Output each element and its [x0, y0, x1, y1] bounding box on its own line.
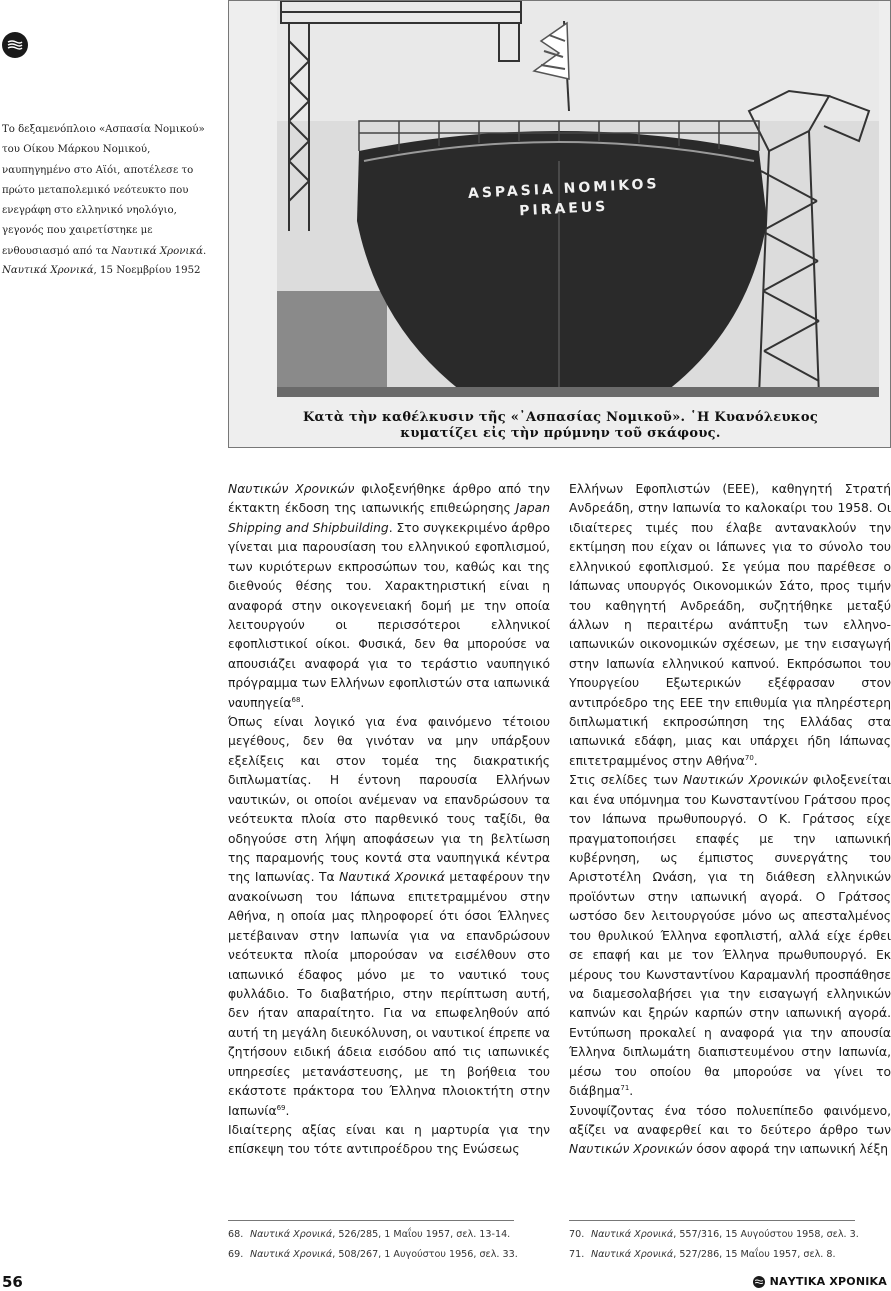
paragraph: Συνοψίζοντας ένα τόσο πολυεπίπεδο φαινόμενο, αξίζει να αναφερθεί και το δεύτερο άρθρο των Ναυτικών Χρονικών όσον αφορά την ιαπωνική λέξη: [569, 1103, 891, 1157]
footnote-divider: [228, 1220, 514, 1221]
footnote-68: 68. Ναυτικά Χρονικά, 526/285, 1 Μαΐου 1957, σελ. 13-14.: [228, 1229, 511, 1240]
paragraph: Ελλήνων Εφοπλιστών (ΕΕΕ), καθηγητή Στρατή Ανδρεάδη, στην Ιαπωνία το καλοκαίρι του 1958. Οι ιδιαίτερες τιμές που έλαβε αντανακλούν την εκτίμηση που είχαν οι Ιάπωνες για το σύνολο του ελληνικού εφοπλισμού. Σε γεύμα που παρέθεσε ο Ιάπωνας υπουργός Οικονομικών Σάτο, προς τιμήν του καθηγητή Ανδρεάδη, συζητήθηκε μεταξύ άλλων η περαιτέρω ανάπτυξη των ελληνο-ιαπωνικών οικονομικών σχέσεων, με την εισαγωγή στην Ιαπωνία ελληνικού καπνού. Εκπρόσωποι του Υπουργείου Εξωτερικών εξέφρασαν στον αντιπρόεδρο της ΕΕΕ την επιθυμία για πληρέστερη διπλωματική εκπροσώπηση της Ελλάδας στα ιαπωνικά εδάφη, μιας και υπάρχει ήδη Ιάπωνας επιτετραμμένος στην Αθήνα$^{70}$.: [569, 482, 891, 768]
footnote-70: 70. Ναυτικά Χρονικά, 557/316, 15 Αυγούστου 1958, σελ. 3.: [569, 1229, 859, 1240]
footnote-ref: 68: [291, 695, 301, 704]
paragraph: Στις σελίδες των Ναυτικών Χρονικών φιλοξενείται και ένα υπόμνημα του Κωνσταντίνου Γράτσου προς τον Ιάπωνα πρωθυπουργό. Ο Κ. Γράτσος είχε πραγματοποιήσει επαφές με την ιαπωνική κυβέρνηση, ως έμπιστος συνεργάτης του Αριστοτέλη Ωνάση, για τη διάθεση ελληνικών προϊόντων στην ιαπωνική αγορά. Ο Γράτσος ωστόσο δεν λειτουργούσε μόνο ως απεσταλμένος του θρυλικού Έλληνα εφοπλιστή, αλλά είχε έρθει σε επαφή και με τον Έλληνα πρωθυπουργό. Εκ μέρους του Κωνσταντίνου Καραμανλή προσπάθησε να διαμεσολαβήσει για την εισαγωγή ελληνικών καπνών και ξηρών καρπών στην ιαπωνική αγορά. Εντύπωση προκαλεί η αναφορά για την απουσία Έλληνα διπλωμάτη διαπιστευμένου στην Ιαπωνία, μέσω του οποίου θα μπορούσε να γίνει το διάβημα$^{71}$.: [569, 773, 891, 1099]
footnote-69: 69. Ναυτικά Χρονικά, 508/267, 1 Αυγούστου 1956, σελ. 33.: [228, 1249, 518, 1260]
hull-text-port: PIRAEUS: [518, 198, 609, 220]
paragraph: Ιδιαίτερης αξίας είναι και η μαρτυρία για την επίσκεψη του τότε αντιπροέδρου της Ενώσεως: [228, 1122, 550, 1157]
wave-logo-icon: [2, 32, 28, 58]
footnote-ref: 71: [620, 1083, 630, 1092]
body-column-left: [228, 480, 550, 1160]
brand-name: ΝΑΥΤΙΚΑ ΧΡΟΝΙΚΑ: [769, 1275, 887, 1288]
footnote-71: 71. Ναυτικά Χρονικά, 527/286, 15 Μαΐου 1957, σελ. 8.: [569, 1249, 836, 1260]
paragraph: Ναυτικών Χρονικών φιλοξενήθηκε άρθρο από την έκτακτη έκδοση της ιαπωνικής επιθεώρησης Japan Shipping and Shipbuilding. Στο συγκεκριμένο άρθρο γίνεται μια παρουσίαση του ελληνικού εφοπλισμού, των κυριότερων εκπροσώπων του, καθώς και της διεθνούς θέσης του. Χαρακτηριστική είναι η αναφορά στην οικογενειακή δομή με την οποία λειτουργούν οι περισσότεροι ελληνικοί εφοπλιστικοί οίκοι. Φυσικά, δεν θα μπορούσε να απουσιάζει αναφορά για το τεράστιο ναυπηγικό πρόγραμμα των Ελλήνων εφοπλιστών στα ιαπωνικά ναυπηγεία$^{68}$.: [228, 482, 550, 710]
paragraph: Όπως είναι λογικό για ένα φαινόμενο τέτοιου μεγέθους, δεν θα γινόταν να μην υπάρξουν εξελίξεις και στον τομέα της διακρατικής διπλωματίας. Η έντονη παρουσία Ελλήνων ναυτικών, οι οποίοι ανέμεναν να επανδρώσουν τα νεότευκτα πλοία στο παρθενικό τους ταξίδι, θα οδηγούσε στη λήψη αποφάσεων για τη βελτίωση της παραμονής τους κοντά στα ναυπηγικά κέντρα της Ιαπωνίας. Τα Ναυτικά Χρονικά μεταφέρουν την ανακοίνωση του Ιάπωνα επιτετραμμένου στην Αθήνα, η οποία μας πληροφορεί ότι όσοι Έλληνες μετέβαιναν στην Ιαπωνία για να επανδρώσουν νεότευκτα πλοία μπορούσαν να εισέλθουν στο ιαπωνικό έδαφος μόνο με το ναυτικό τους φυλλάδιο. Το διαβατήριο, στην περίπτωση αυτή, δεν ήταν απαραίτητο. Για να επωφεληθούν από αυτή τη μεγάλη διευκόλυνση, οι ναυτικοί έπρεπε να ζητήσουν ειδική άδεια εισόδου από τις ιαπωνικές υπηρεσίες μετανάστευσης, με τη βοήθεια του εκάστοτε πράκτορα του Έλληνα πλοιοκτήτη στην Ιαπωνία$^{69}$.: [228, 715, 550, 1118]
brand-logo-icon: [753, 1276, 765, 1288]
ship-launch-photo: [228, 0, 891, 448]
ship-illustration: [229, 1, 891, 448]
hull-text-name: ASPASIA NOMIKOS: [467, 175, 660, 203]
photo-source: Ναυτικά Χρονικά, 15 Νοεμβρίου 1952: [2, 265, 201, 276]
footnote-ref: 69: [276, 1103, 286, 1112]
page-number: 56: [2, 1273, 23, 1291]
footnote-ref: 70: [744, 753, 754, 762]
footnote-divider: [569, 1220, 855, 1221]
body-column-right: [569, 480, 891, 1160]
brand-footer: [753, 1275, 887, 1288]
photo-caption: Το δεξαμενόπλοιο «Ασπασία Νομικού» του Οίκου Μάρκου Νομικού, ναυπηγημένο στο Αϊόι, αποτέλεσε το πρώτο μεταπολεμικό νεότευκτο που ενεγράφη στο ελληνικό νηολόγιο, γεγονός που χαιρετίστηκε με ενθουσιασμό από τα Ναυτικά Χρονικά.: [2, 124, 207, 257]
photo-inset-caption: Κατὰ τὴν καθέλκυσιν τῆς «᾿Ασπασίας Νομικοῦ». ῾Η Κυανόλευκος κυματίζει εἰς τὴν πρύμνην τοῦ σκάφους.: [302, 410, 819, 441]
